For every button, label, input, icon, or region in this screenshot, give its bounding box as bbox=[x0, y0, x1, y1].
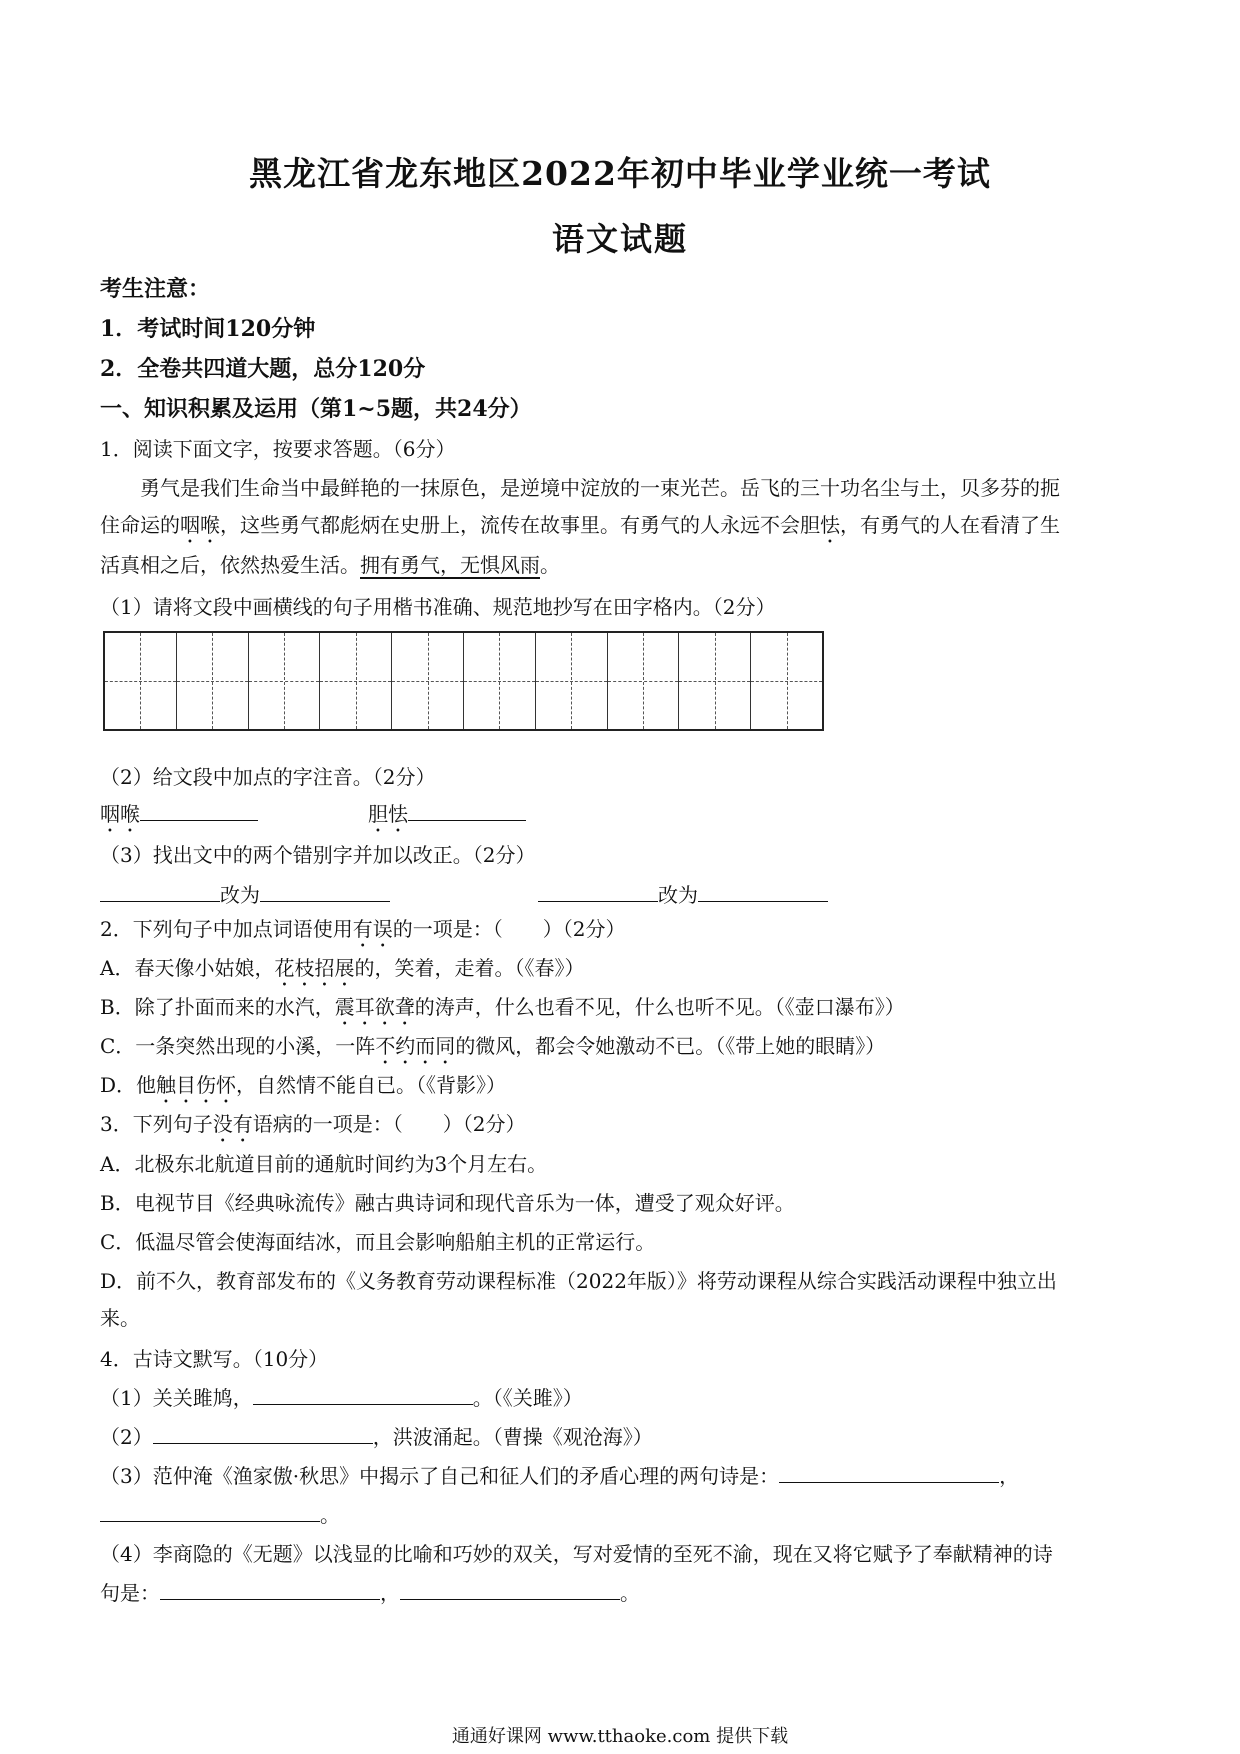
q3-stem-text: 3．下列句子 bbox=[100, 1112, 213, 1136]
q4-text: （3）范仲淹《渔家傲·秋思》中揭示了自己和征人们的矛盾心理的两句诗是： bbox=[100, 1464, 780, 1488]
q4-sub3 bbox=[100, 1460, 1019, 1489]
pinyin-word-2: 胆怯 bbox=[368, 802, 408, 826]
q1-passage-line-1: 勇气是我们生命当中最鲜艳的一抹原色，是逆境中淀放的一束光芒。岳飞的三十功名尘与土，贝多芬的扼 bbox=[140, 476, 1060, 500]
pinyin-blank-2[interactable] bbox=[408, 800, 526, 821]
grid-cell[interactable] bbox=[608, 633, 680, 729]
q2-dotted-word: 花枝招展 bbox=[274, 956, 355, 980]
notice-heading: 考生注意： bbox=[100, 276, 211, 302]
grid-cell[interactable] bbox=[177, 633, 249, 729]
q2-option-text: 的微风，都会令她激动不已。（《带上她的眼睛》） bbox=[455, 1034, 886, 1058]
q2-stem-text: 的一项是：（ ）（2分） bbox=[392, 917, 626, 941]
exam-subtitle: 语文试题 bbox=[551, 220, 688, 258]
q4-sub4-line-2 bbox=[100, 1577, 640, 1606]
q3-option-d-line-1: D．前不久，教育部发布的《义务教育劳动课程标准（2022年版）》将劳动课程从综合实践活动课程中独立出 bbox=[100, 1269, 1057, 1293]
q2-option-text: C．一条突然出现的小溪，一阵 bbox=[100, 1034, 376, 1058]
q1-sub2: （2）给文段中加点的字注音。（2分） bbox=[100, 765, 436, 789]
q4-text: 句是： bbox=[100, 1581, 160, 1605]
footer-watermark: 通通好课网 www.tthaoke.com 提供下载 bbox=[451, 1726, 789, 1747]
q4-sub3-line-2 bbox=[100, 1499, 340, 1528]
q3-dotted-word: 没有 bbox=[212, 1112, 253, 1136]
wrong-char-blank-1[interactable] bbox=[100, 881, 220, 902]
q4-text: （2） bbox=[100, 1425, 153, 1449]
q2-option-d bbox=[100, 1069, 506, 1108]
q2-option-a bbox=[100, 952, 584, 991]
poem-blank-1[interactable] bbox=[253, 1384, 473, 1405]
q2-option-text: 的涛声，什么也看不见，什么也听不见。（《壶口瀑布》） bbox=[414, 995, 905, 1019]
grid-cell[interactable] bbox=[249, 633, 321, 729]
q1-sub1: （1）请将文段中画横线的句子用楷书准确、规范地抄写在田字格内。（2分） bbox=[100, 595, 776, 619]
dotted-char-qie: 怯 bbox=[820, 513, 840, 537]
change-to-label: 改为 bbox=[658, 883, 698, 907]
notice-item-1: 1．考试时间120分钟 bbox=[100, 316, 316, 342]
poem-blank-4[interactable] bbox=[100, 1501, 320, 1522]
q1-pinyin-row bbox=[100, 798, 526, 837]
poem-blank-2[interactable] bbox=[153, 1423, 373, 1444]
q4-comma: ， bbox=[999, 1464, 1020, 1488]
poem-blank-6[interactable] bbox=[400, 1579, 620, 1600]
q3-option-d-line-2: 来。 bbox=[100, 1306, 140, 1330]
grid-cell[interactable] bbox=[751, 633, 822, 729]
q1-passage-line-3 bbox=[100, 549, 560, 578]
exam-title: 黑龙江省龙东地区2022年初中毕业学业统一考试 bbox=[249, 154, 991, 193]
q1-passage-text: 住命运的 bbox=[100, 513, 180, 537]
q4-text: （1）关关雎鸠， bbox=[100, 1386, 253, 1410]
q2-dotted-word: 不约而同 bbox=[375, 1034, 456, 1058]
notice-item-2: 2．全卷共四道大题，总分120分 bbox=[100, 356, 426, 382]
q4-sub1 bbox=[100, 1382, 583, 1411]
q2-option-text: 的，笑着，走着。（《春》） bbox=[354, 956, 585, 980]
pinyin-word-1: 咽喉 bbox=[100, 802, 140, 826]
grid-cell[interactable] bbox=[464, 633, 536, 729]
q4-text: ，洪波涌起。（曹操《观沧海》） bbox=[372, 1425, 653, 1449]
q3-option-b: B．电视节目《经典咏流传》融古典诗词和现代音乐为一体，遭受了观众好评。 bbox=[100, 1191, 795, 1215]
change-to-label: 改为 bbox=[220, 883, 260, 907]
q1-passage-line-2 bbox=[100, 509, 1060, 548]
dotted-word-yanhou: 咽喉 bbox=[180, 513, 220, 537]
q4-comma: ， bbox=[380, 1581, 400, 1605]
q2-stem bbox=[100, 913, 625, 952]
wrong-char-blank-2[interactable] bbox=[538, 881, 658, 902]
grid-cell[interactable] bbox=[536, 633, 608, 729]
pinyin-blank-1[interactable] bbox=[140, 800, 258, 821]
q4-period: 。 bbox=[320, 1503, 340, 1527]
q2-option-text: B．除了扑面而来的水汽， bbox=[100, 995, 335, 1019]
q3-option-c: C．低温尽管会使海面结冰，而且会影响船舶主机的正常运行。 bbox=[100, 1230, 656, 1254]
grid-cell[interactable] bbox=[320, 633, 392, 729]
q1-correction-row bbox=[100, 879, 828, 908]
q2-option-text: A．春天像小姑娘， bbox=[100, 956, 275, 980]
section-1-heading: 一、知识积累及运用（第1~5题，共24分） bbox=[100, 396, 532, 422]
q4-period: 。 bbox=[620, 1581, 640, 1605]
poem-blank-5[interactable] bbox=[160, 1579, 380, 1600]
q4-stem: 4．古诗文默写。（10分） bbox=[100, 1347, 329, 1371]
q3-stem bbox=[100, 1108, 525, 1147]
q2-option-text: ，自然情不能自已。（《背影》） bbox=[236, 1073, 507, 1097]
q2-dotted-word: 震耳欲聋 bbox=[334, 995, 415, 1019]
grid-cell[interactable] bbox=[679, 633, 751, 729]
q1-passage-text: ，这些勇气都彪炳在史册上，流传在故事里。有勇气的人永远不会胆 bbox=[220, 513, 820, 537]
underlined-sentence: 拥有勇气，无惧风雨 bbox=[360, 553, 540, 577]
q3-option-a: A．北极东北航道目前的通航时间约为3个月左右。 bbox=[100, 1152, 548, 1176]
q4-sub4-line-1: （4）李商隐的《无题》以浅显的比喻和巧妙的双关，写对爱情的至死不渝，现在又将它赋予了奉献精神的诗 bbox=[100, 1542, 1053, 1566]
q1-sub3: （3）找出文中的两个错别字并加以改正。（2分） bbox=[100, 843, 536, 867]
q1-passage-text: 活真相之后，依然热爱生活。 bbox=[100, 553, 360, 577]
q2-stem-text: 2．下列句子中加点词语使用 bbox=[100, 917, 353, 941]
q1-passage-text: 。 bbox=[540, 553, 560, 577]
q2-option-b bbox=[100, 991, 905, 1030]
q2-dotted-word: 触目伤怀 bbox=[156, 1073, 237, 1097]
q1-passage-text: ，有勇气的人在看清了生 bbox=[840, 513, 1060, 537]
correct-char-blank-1[interactable] bbox=[260, 881, 390, 902]
grid-cell[interactable] bbox=[105, 633, 177, 729]
correct-char-blank-2[interactable] bbox=[698, 881, 828, 902]
poem-blank-3[interactable] bbox=[779, 1462, 999, 1483]
q3-stem-text: 语病的一项是：（ ）（2分） bbox=[252, 1112, 526, 1136]
q2-dotted-word: 有误 bbox=[352, 917, 393, 941]
grid-cell[interactable] bbox=[392, 633, 464, 729]
q2-option-text: D．他 bbox=[100, 1073, 157, 1097]
q1-stem: 1．阅读下面文字，按要求答题。（6分） bbox=[100, 437, 456, 461]
q2-option-c bbox=[100, 1030, 885, 1069]
tianzige-grid[interactable] bbox=[103, 631, 824, 731]
q4-sub2 bbox=[100, 1421, 653, 1450]
q4-text: 。（《关雎》） bbox=[472, 1386, 583, 1410]
